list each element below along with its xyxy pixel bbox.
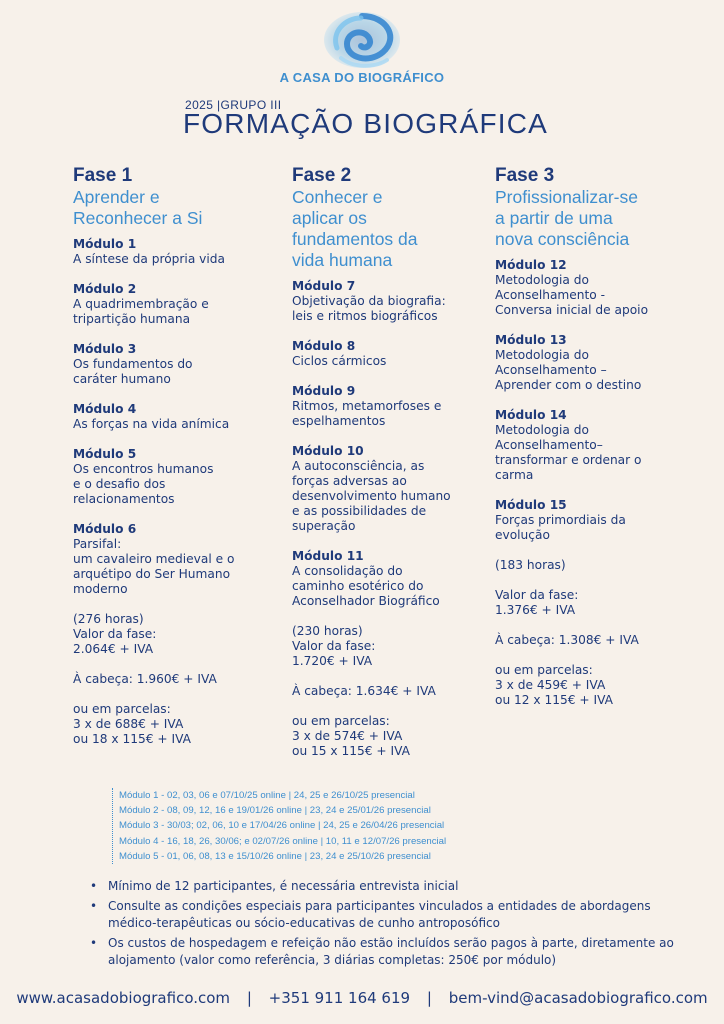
module-item [495, 498, 665, 543]
module-description: Metodologia do Aconselhamento– transformar e ordenar o carma [495, 423, 642, 482]
logo [0, 8, 724, 85]
module-name: Módulo 2 [73, 282, 137, 296]
per-head-price: À cabeça: 1.634€ + IVA [292, 684, 436, 698]
module-name: Módulo 1 [73, 237, 137, 251]
module-item [73, 282, 273, 327]
module-description: A autoconsciência, as forças adversas ao desenvolvimento humano e as possibilidades de superação [292, 459, 451, 533]
phase-title: Fase 1 [73, 165, 133, 186]
module-item [73, 447, 273, 507]
phase-column-3 [495, 165, 665, 708]
notes-list [90, 878, 680, 972]
phase-value: 1.720€ + IVA [292, 654, 373, 668]
module-item [495, 258, 665, 318]
module-description: Os encontros humanos e o desafio dos relacionamentos [73, 462, 214, 506]
installments-label: ou em parcelas: [292, 714, 390, 728]
website-link[interactable]: www.acasadobiografico.com [16, 989, 231, 1007]
note-text: Os custos de hospedagem e refeição não estão incluídos serão pagos à parte, diretamente ao alojamento (valor como referência, 3 diárias completas: 250€ por módulo) [108, 935, 674, 967]
phase-column-1 [73, 165, 273, 747]
module-name: Módulo 10 [292, 444, 364, 458]
schedule-line: Módulo 2 - 08, 09, 12, 16 e 19/01/26 online | 23, 24 e 25/01/26 presencial [119, 805, 431, 817]
module-description: Metodologia do Aconselhamento – Aprender com o destino [495, 348, 642, 392]
bullet-dot-icon: • [90, 935, 98, 950]
module-description: A quadrimembração e tripartição humana [73, 297, 209, 326]
module-description: Forças primordiais da evolução [495, 513, 626, 542]
phase-value-label: Valor da fase: [292, 639, 376, 653]
phase-title: Fase 2 [292, 165, 352, 186]
note-item [90, 898, 680, 933]
phase-hours: (230 horas) [292, 624, 363, 638]
installments-label: ou em parcelas: [73, 702, 171, 716]
module-item [292, 279, 472, 324]
module-name: Módulo 15 [495, 498, 567, 512]
per-head-price: À cabeça: 1.308€ + IVA [495, 633, 639, 647]
installment-option: 3 x de 688€ + IVA [73, 717, 184, 731]
module-name: Módulo 14 [495, 408, 567, 422]
module-description: Parsifal: um cavaleiro medieval e o arquétipo do Ser Humano moderno [73, 537, 235, 596]
phase-column-2 [292, 165, 472, 759]
module-item [73, 402, 273, 432]
module-name: Módulo 7 [292, 279, 356, 293]
module-name: Módulo 3 [73, 342, 137, 356]
schedule-line: Módulo 5 - 01, 06, 08, 13 e 15/10/26 online | 23, 24 e 25/10/26 presencial [119, 850, 431, 862]
note-item [90, 878, 680, 896]
module-description: Objetivação da biografia: leis e ritmos biográficos [292, 294, 446, 323]
installment-option: ou 18 x 115€ + IVA [73, 732, 191, 746]
module-item [495, 333, 665, 393]
installments-label: ou em parcelas: [495, 663, 593, 677]
schedule-line: Módulo 4 - 16, 18, 26, 30/06; e 02/07/26 online | 10, 11 e 12/07/26 presencial [119, 835, 447, 847]
phase-value: 1.376€ + IVA [495, 603, 576, 617]
bullet-dot-icon: • [90, 898, 98, 913]
module-item [73, 522, 273, 597]
note-text: Consulte as condições especiais para participantes vinculados a entidades de abordagens médico-terapêuticas ou sócio-educativas de cunho antroposófico [108, 898, 651, 930]
brand-name: A CASA DO BIOGRÁFICO [279, 70, 445, 85]
module-description: A síntese da própria vida [73, 252, 225, 266]
module-name: Módulo 5 [73, 447, 137, 461]
phase-subtitle: Profissionalizar-se a partir de uma nova consciência [495, 187, 638, 249]
module-name: Módulo 9 [292, 384, 356, 398]
module-description: Ritmos, metamorfoses e espelhamentos [292, 399, 442, 428]
bullet-dot-icon: • [90, 879, 98, 893]
footer-separator: | [246, 989, 252, 1007]
module-name: Módulo 4 [73, 402, 137, 416]
module-description: Ciclos cármicos [292, 354, 387, 368]
installment-option: ou 12 x 115€ + IVA [495, 693, 613, 707]
module-item [292, 384, 472, 429]
phase-value: 2.064€ + IVA [73, 642, 154, 656]
module-item [292, 444, 472, 534]
footer-separator: | [426, 989, 432, 1007]
module-name: Módulo 12 [495, 258, 567, 272]
module-item [73, 237, 273, 267]
phase-value-label: Valor da fase: [73, 627, 157, 641]
phase-subtitle: Aprender e Reconhecer a Si [73, 187, 203, 228]
phase-value-label: Valor da fase: [495, 588, 579, 602]
installment-option: ou 15 x 115€ + IVA [292, 744, 410, 758]
module-name: Módulo 6 [73, 522, 137, 536]
module-item [292, 339, 472, 369]
phase-hours: (276 horas) [73, 612, 144, 626]
module-name: Módulo 11 [292, 549, 364, 563]
module-description: Metodologia do Aconselhamento - Conversa inicial de apoio [495, 273, 649, 317]
per-head-price: À cabeça: 1.960€ + IVA [73, 672, 217, 686]
module-item [495, 408, 665, 483]
module-name: Módulo 8 [292, 339, 356, 353]
installment-option: 3 x de 459€ + IVA [495, 678, 606, 692]
phase-hours: (183 horas) [495, 558, 566, 572]
footer-contacts [0, 989, 724, 1007]
spiral-wave-icon [317, 8, 407, 70]
module-description: As forças na vida anímica [73, 417, 230, 431]
schedule-line: Módulo 3 - 30/03; 02, 06, 10 e 17/04/26 online | 24, 25 e 26/04/26 presencial [119, 820, 445, 832]
page-title: FORMAÇÃO BIOGRÁFICA [183, 108, 549, 139]
module-description: A consolidação do caminho esotérico do Aconselhador Biográfico [292, 564, 440, 608]
email-link[interactable]: bem-vind@acasadobiografico.com [448, 989, 708, 1007]
module-description: Os fundamentos do caráter humano [73, 357, 193, 386]
note-text: Mínimo de 12 participantes, é necessária entrevista inicial [108, 879, 459, 893]
phase-subtitle: Conhecer e aplicar os fundamentos da vida humana [292, 187, 418, 270]
schedule-line: Módulo 1 - 02, 03, 06 e 07/10/25 online | 24, 25 e 26/10/25 presencial [119, 790, 415, 801]
year-group-label: 2025 |GRUPO III [185, 98, 282, 112]
phase-title: Fase 3 [495, 165, 555, 186]
installment-option: 3 x de 574€ + IVA [292, 729, 403, 743]
module-name: Módulo 13 [495, 333, 567, 347]
module-item [73, 342, 273, 387]
note-item [90, 935, 680, 970]
module-schedule [112, 788, 446, 864]
phone-number[interactable]: +351 911 164 619 [268, 989, 411, 1007]
module-item [292, 549, 472, 609]
